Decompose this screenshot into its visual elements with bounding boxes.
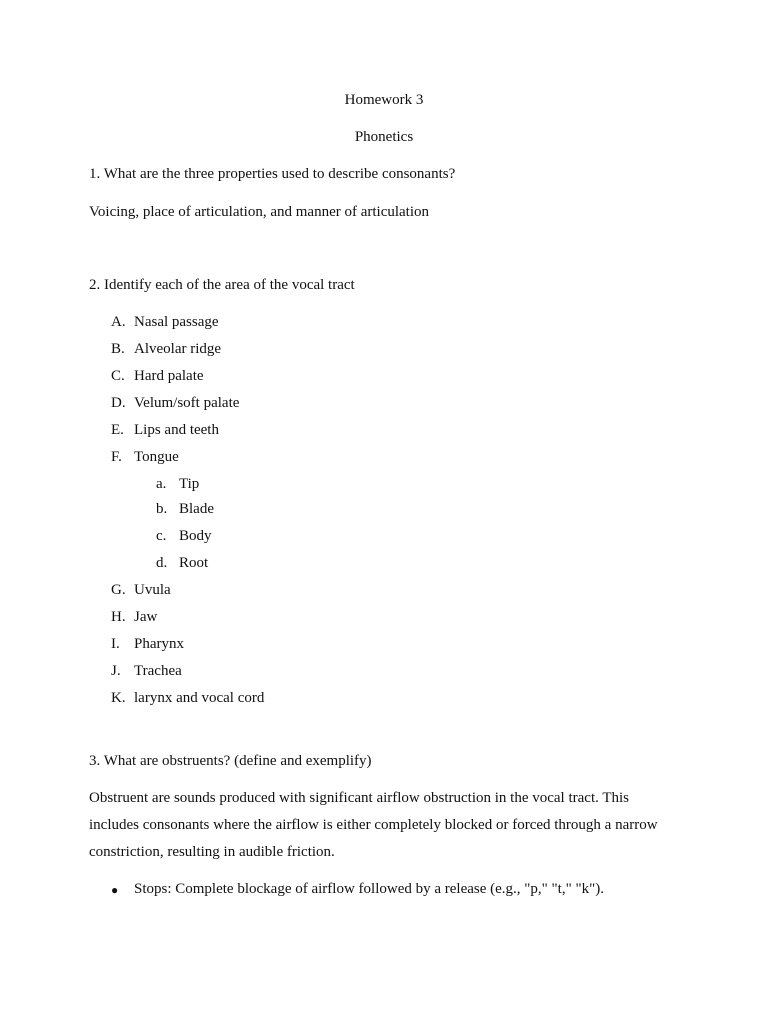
list-item-text: Hard palate (134, 368, 204, 384)
list-item-text: Tongue (134, 449, 179, 465)
sublist-item-text: Tip (179, 476, 200, 492)
list-item-text: Uvula (134, 582, 171, 598)
answer-3-paragraph: Obstruent are sounds produced with significant airflow obstruction in the vocal tract. This includes consonants where the airflow is either completely blocked or forced through a narrow constriction, resulting in audible friction. (89, 790, 658, 860)
document-subtitle: Phonetics (354, 129, 414, 145)
list-item-text: larynx and vocal cord (134, 690, 265, 706)
list-marker: H. (111, 609, 126, 625)
bullet-icon: ● (111, 883, 119, 897)
list-marker: J. (111, 663, 121, 679)
list-item-text: Nasal passage (134, 314, 219, 330)
list-marker: E. (111, 422, 124, 438)
list-marker: B. (111, 341, 125, 357)
list-marker: K. (111, 690, 126, 706)
list-marker: C. (111, 368, 125, 384)
list-item-text: Alveolar ridge (134, 341, 222, 357)
question-3: 3. What are obstruents? (define and exemplify) (89, 753, 372, 769)
list-marker: A. (111, 314, 126, 330)
document-title: Homework 3 (344, 92, 424, 108)
bullet-item-text: Stops: Complete blockage of airflow followed by a release (e.g., "p," "t," "k"). (134, 881, 604, 897)
sublist-marker: a. (156, 476, 167, 492)
answer-1: Voicing, place of articulation, and manner of articulation (89, 204, 430, 220)
sublist-marker: c. (156, 528, 167, 544)
question-2: 2. Identify each of the area of the vocal tract (89, 277, 355, 293)
sublist-marker: d. (156, 555, 168, 571)
sublist-item-text: Root (179, 555, 209, 571)
list-item-text: Pharynx (134, 636, 184, 652)
list-item-text: Lips and teeth (134, 422, 219, 438)
list-marker: D. (111, 395, 126, 411)
list-marker: I. (111, 636, 120, 652)
list-marker: F. (111, 449, 122, 465)
sublist-item-text: Body (179, 528, 212, 544)
sublist-marker: b. (156, 501, 168, 517)
question-1: 1. What are the three properties used to describe consonants? (89, 166, 456, 182)
list-marker: G. (111, 582, 126, 598)
list-item-text: Velum/soft palate (134, 395, 240, 411)
list-item-text: Jaw (134, 609, 158, 625)
list-item-text: Trachea (134, 663, 182, 679)
sublist-item-text: Blade (179, 501, 214, 517)
